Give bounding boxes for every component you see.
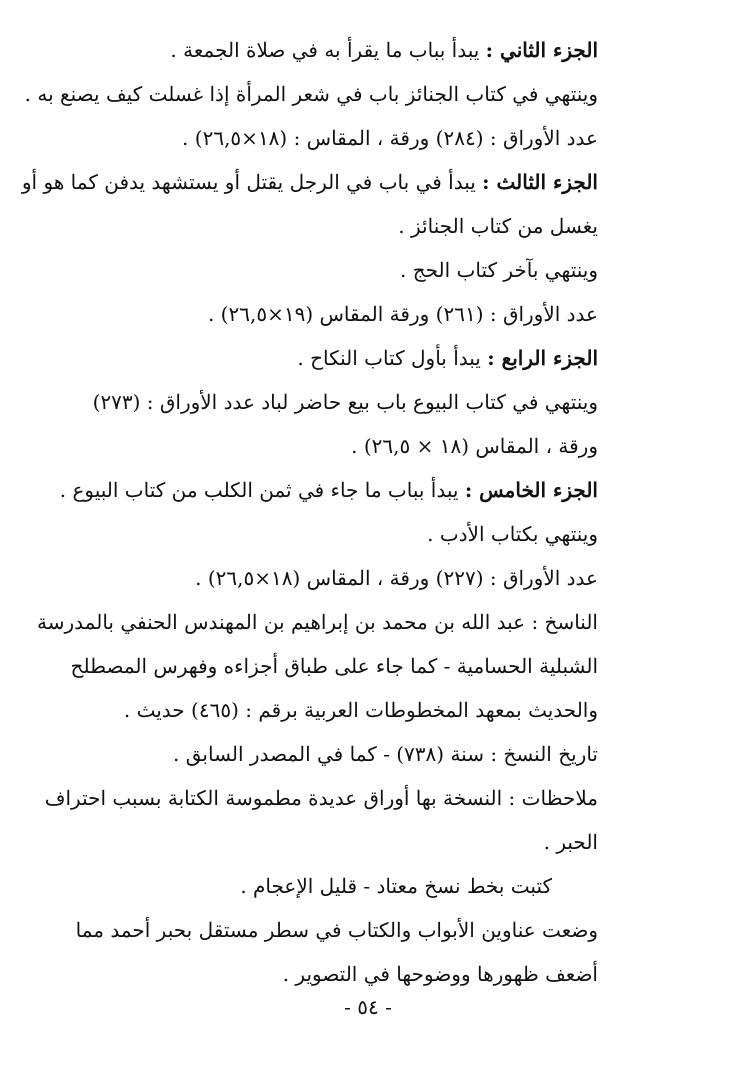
text-line: الحبر . [543,830,598,854]
page-number: - ٥٤ - [344,995,392,1019]
text-line: ملاحظات : النسخة بها أوراق عديدة مطموسة الكتابة بسبب احتراف [44,786,598,810]
section-label: الجزء الثالث : [482,170,598,194]
text-line: الشبلية الحسامية - كما جاء على طباق أجزاءه وفهرس المصطلح [70,654,598,678]
text-line: ورقة ، المقاس (١٨ × ٢٦,٥) . [351,434,598,458]
text-line: عدد الأوراق : (٢٦١) ورقة المقاس (١٩×٢٦,٥) . [207,302,598,326]
text-line: وضعت عناوين الأبواب والكتاب في سطر مستقل بحبر أحمد مما [75,918,598,942]
text-line: الجزء الخامس : يبدأ بباب ما جاء في ثمن الكلب من كتاب البيوع . [59,478,598,502]
section-label: الجزء الخامس : [464,478,598,502]
section-label: الجزء الثاني : [485,38,598,62]
text-line: الناسخ : عبد الله بن محمد بن إبراهيم بن المهندس الحنفي بالمدرسة [37,610,598,634]
text-line: عدد الأوراق : (٢٢٧) ورقة ، المقاس (١٨×٢٦,٥) . [195,566,598,590]
text-line: وينتهي بكتاب الأدب . [427,522,598,546]
text-line: وينتهي في كتاب البيوع باب بيع حاضر لباد عدد الأوراق : (٢٧٣) [92,390,598,414]
text-line: يغسل من كتاب الجنائز . [398,214,598,238]
text-line: الجزء الرابع : يبدأ بأول كتاب النكاح . [297,346,598,370]
text-line: والحديث بمعهد المخطوطات العربية برقم : (٤٦٥) حديث . [123,698,598,722]
text-line: وينتهي في كتاب الجنائز باب في شعر المرأة إذا غسلت كيف يصنع به . [24,82,598,106]
text-line: الجزء الثالث : يبدأ في باب في الرجل يقتل أو يستشهد يدفن كما هو أو [21,170,598,194]
text-line: أضعف ظهورها ووضوحها في التصوير . [282,962,598,986]
section-label: الجزء الرابع : [487,346,598,370]
text-line: عدد الأوراق : (٢٨٤) ورقة ، المقاس : (١٨×٢٦,٥) . [182,126,598,150]
text-line: الجزء الثاني : يبدأ بباب ما يقرأ به في صلاة الجمعة . [170,38,598,62]
text-line: تاريخ النسخ : سنة (٧٣٨) - كما في المصدر السابق . [173,742,598,766]
text-line: وينتهي بآخر كتاب الحج . [400,258,598,282]
text-line: كتبت بخط نسخ معتاد - قليل الإعجام . [240,874,552,898]
